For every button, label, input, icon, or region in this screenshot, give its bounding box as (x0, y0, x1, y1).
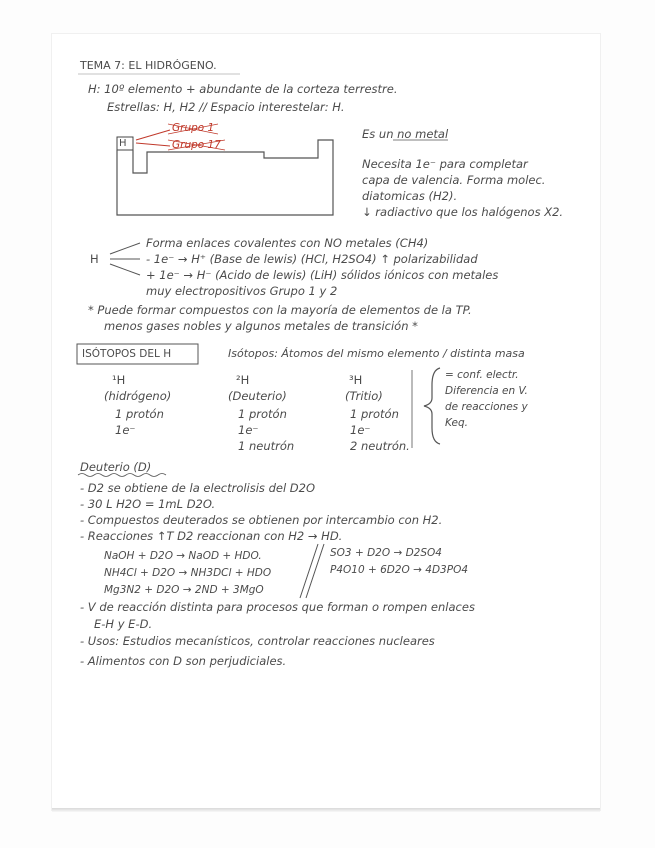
deuterio-point: - Reacciones ↑T D2 reaccionan con H2 → HD. (80, 529, 343, 543)
arrow-grupo1 (136, 130, 170, 140)
isotope-electrons: 1e⁻ (350, 423, 371, 437)
deuterio-point: - D2 se obtiene de la electrolisis del D2O (80, 481, 316, 495)
reaction-left: NH4Cl + D2O → NH3DCl + HDO (104, 567, 272, 579)
bond-line: - 1e⁻ → H⁺ (Base de lewis) (HCl, H2SO4) ↑ polarizabilidad (146, 252, 478, 266)
brace-note: = conf. electr. (445, 369, 519, 381)
reaction-separator (300, 544, 324, 598)
metal-note-line: ↓ radiactivo que los halógenos X2. (362, 205, 564, 219)
isotope-symbol: ³H (349, 373, 363, 387)
grupo17-label: Grupo 17 (172, 139, 221, 151)
isotope-neutrons: 1 neutrón (238, 439, 295, 453)
metal-note-line: capa de valencia. Forma molec. (362, 173, 546, 187)
compounds-note-line: menos gases nobles y algunos metales de transición * (104, 319, 418, 333)
isotope-name: (Deuterio) (228, 389, 287, 403)
isotope-electrons: 1e⁻ (115, 423, 136, 437)
periodic-h-cell: H (119, 138, 127, 149)
no-metal-title: Es un no metal (362, 127, 449, 141)
reaction-left: Mg3N2 + D2O → 2ND + 3MgO (104, 584, 264, 596)
isotopes-brace (424, 368, 440, 444)
isotopes-heading: ISÓTOPOS DEL H (82, 348, 172, 360)
deuterio-point: - Compuestos deuterados se obtienen por intercambio con H2. (80, 513, 443, 527)
deuterio-final-point: - Alimentos con D son perjudiciales. (80, 654, 287, 668)
isotope-name: (Tritio) (345, 389, 383, 403)
deuterio-heading: Deuterio (D) (80, 460, 152, 474)
isotope-protons: 1 protón (350, 407, 399, 421)
metal-note-line: Necesita 1e⁻ para completar (362, 157, 528, 171)
brace-note: Diferencia en V. (445, 385, 528, 397)
brace-note: Keq. (445, 417, 468, 429)
isotope-name: (hidrógeno) (104, 389, 172, 403)
metal-note-line: diatomicas (H2). (362, 189, 458, 203)
isotope-protons: 1 protón (115, 407, 164, 421)
bond-line: Forma enlaces covalentes con NO metales (CH4) (146, 236, 429, 250)
intro-line-1: H: 10º elemento + abundante de la corteza terrestre. (88, 82, 398, 96)
isotopes-definition: Isótopos: Átomos del mismo elemento / distinta masa (228, 347, 525, 360)
isotope-symbol: ²H (236, 373, 250, 387)
reaction-right: P4O10 + 6D2O → 4D3PO4 (330, 564, 469, 576)
deuterio-final-point: - V de reacción distinta para procesos que forman o rompen enlaces (80, 600, 475, 614)
intro-line-2: Estrellas: H, H2 // Espacio interestelar: H. (107, 100, 345, 114)
isotope-protons: 1 protón (238, 407, 287, 421)
bond-line: + 1e⁻ → H⁻ (Acido de lewis) (LiH) sólidos iónicos con metales (146, 268, 499, 282)
bonds-h-symbol: H (90, 252, 99, 266)
compounds-note-line: * Puede formar compuestos con la mayoría de elementos de la TP. (88, 303, 472, 317)
arrow-grupo17 (136, 143, 170, 146)
periodic-table-outline (117, 140, 333, 215)
reaction-left: NaOH + D2O → NaOD + HDO. (104, 550, 262, 562)
isotope-symbol: ¹H (112, 373, 126, 387)
brace-note: de reacciones y (445, 401, 528, 413)
reaction-right: SO3 + D2O → D2SO4 (330, 547, 442, 559)
grupo1-label: Grupo 1 (172, 122, 215, 134)
bond-arrow-1 (110, 243, 140, 254)
isotope-electrons: 1e⁻ (238, 423, 259, 437)
deuterio-point: - 30 L H2O = 1mL D2O. (80, 497, 216, 511)
bond-line: muy electropositivos Grupo 1 y 2 (146, 284, 338, 298)
deuterio-final-point: E-H y E-D. (94, 617, 153, 631)
bond-arrow-3 (110, 264, 140, 275)
page-title: TEMA 7: EL HIDRÓGENO. (80, 59, 217, 72)
isotope-neutrons: 2 neutrón. (350, 439, 410, 453)
deuterio-final-point: - Usos: Estudios mecanísticos, controlar reacciones nucleares (80, 634, 435, 648)
